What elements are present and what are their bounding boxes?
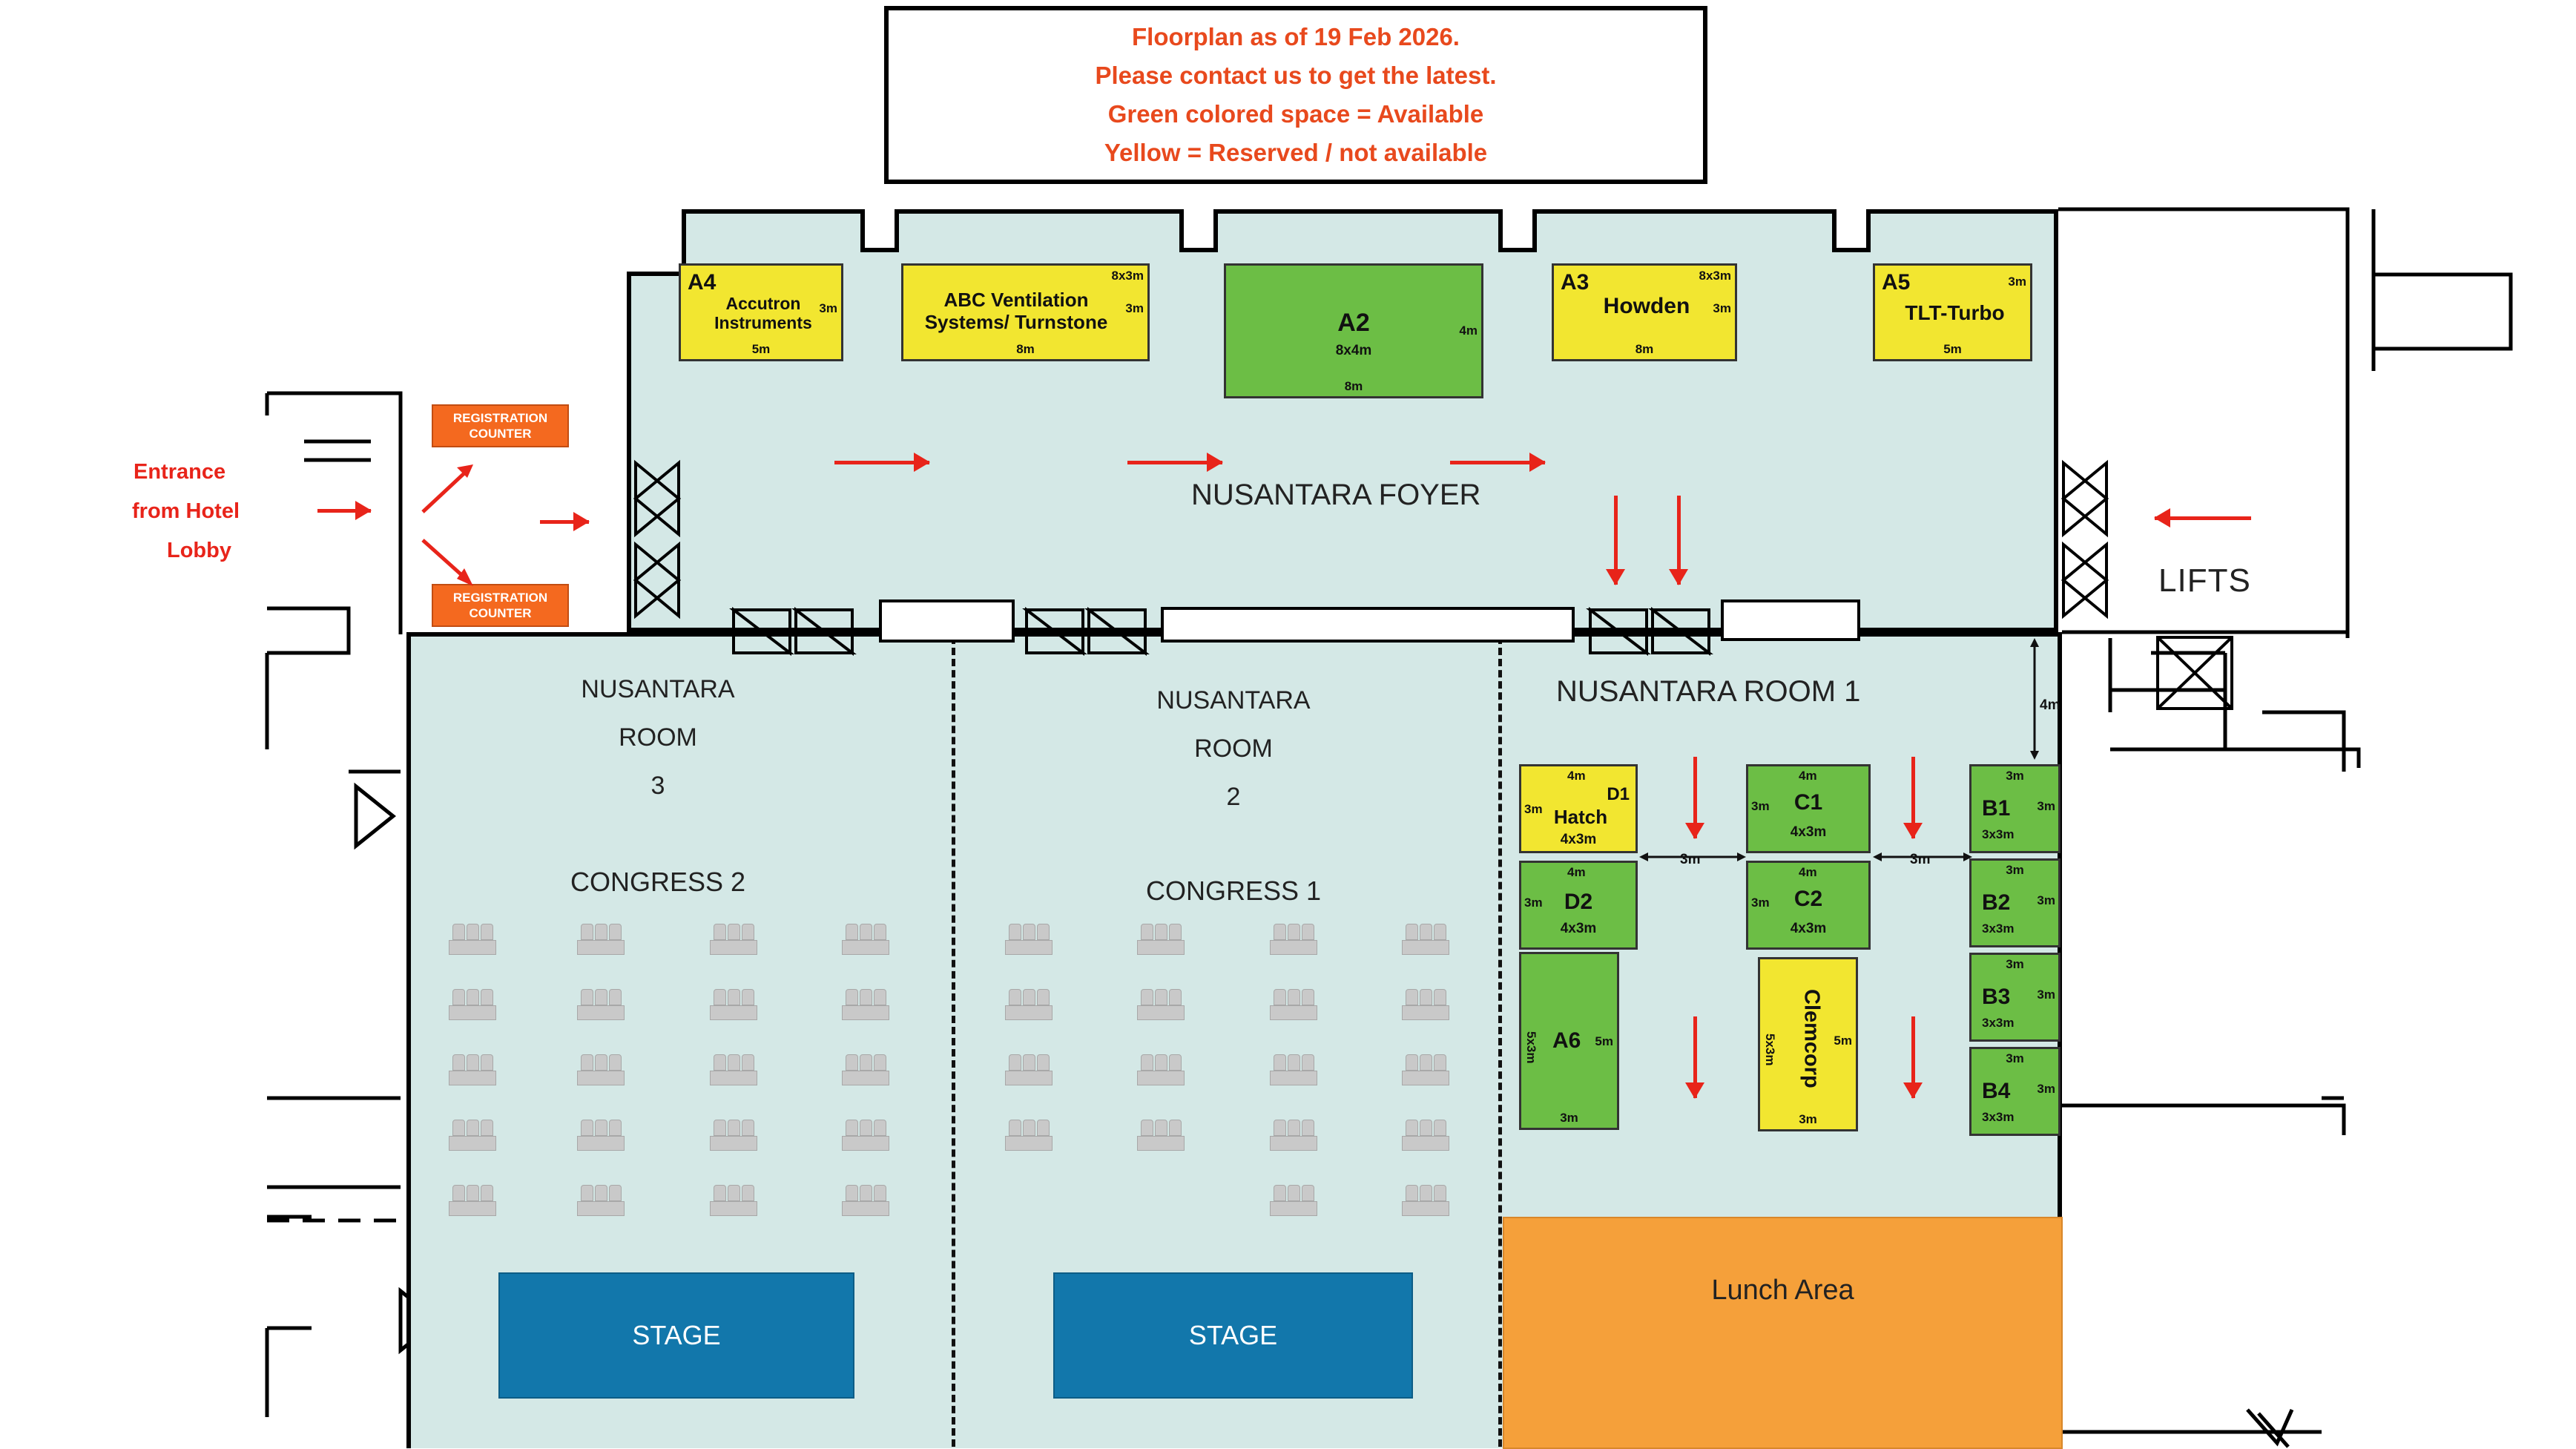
- booth-C2-dim-left: 3m: [1751, 896, 1770, 910]
- booth-B2-dim-center: 3x3m: [1982, 921, 2015, 936]
- booth-B4-code: B4: [1982, 1079, 2011, 1103]
- registration-counter-2-line2: COUNTER: [469, 606, 532, 620]
- booth-B1-dim-top: 3m: [2006, 769, 2024, 783]
- booth-B4[interactable]: [1969, 1047, 2061, 1136]
- booth-A3-dim-bottom: 8m: [1635, 342, 1654, 356]
- booth-A5-dim-bottom: 5m: [1943, 342, 1962, 356]
- door-lift-lobby: [2155, 634, 2236, 716]
- room3-label-line3: 3: [650, 772, 665, 800]
- arrow-down-room1-2: [1903, 757, 1923, 838]
- booth-clemcorp-name: Clemcorp: [1799, 989, 1824, 1088]
- corridor-panel-3: [1721, 599, 1860, 641]
- entrance-label-line1: Entrance: [134, 460, 226, 484]
- booth-abc-dim-top: 8x3m: [1111, 269, 1144, 283]
- booth-D1[interactable]: [1519, 764, 1638, 853]
- booth-A2[interactable]: [1224, 263, 1483, 398]
- booth-D2-dim-center: 4x3m: [1560, 921, 1597, 936]
- entrance-label-line2: from Hotel: [132, 499, 240, 523]
- booth-C2-dim-top: 4m: [1799, 865, 1817, 879]
- door-foyer-right-2: [2062, 542, 2108, 623]
- booth-D1-dim-left: 3m: [1524, 802, 1543, 816]
- room2-label-line2: ROOM: [1194, 735, 1273, 763]
- booth-clemcorp[interactable]: [1758, 957, 1858, 1131]
- booth-B2[interactable]: [1969, 858, 2061, 947]
- booth-A5-name: TLT-Turbo: [1905, 301, 2005, 324]
- room2-label-line1: NUSANTARA: [1156, 686, 1311, 714]
- booth-D2-dim-left: 3m: [1524, 896, 1543, 910]
- arrow-diagonal-down: [415, 533, 482, 592]
- booth-B4-dim-right: 3m: [2037, 1082, 2055, 1096]
- door-foyer-left-2: [634, 542, 680, 623]
- booth-B1-code: B1: [1982, 796, 2011, 821]
- arrow-foyer-1: [834, 453, 929, 472]
- corridor-panel-1: [879, 599, 1015, 643]
- stage-congress-1-label: STAGE: [1188, 1320, 1278, 1350]
- arrow-from-lifts: [2155, 508, 2251, 528]
- stage-congress-2: [498, 1272, 854, 1399]
- arrow-down-foyer-2: [1669, 496, 1688, 585]
- booth-clemcorp-dim-bottom: 3m: [1799, 1112, 1817, 1126]
- booth-abc-dim-right: 3m: [1125, 301, 1144, 315]
- booth-B3-dim-right: 3m: [2037, 988, 2055, 1002]
- lunch-area: [1503, 1217, 2063, 1449]
- booth-A3[interactable]: [1552, 263, 1737, 361]
- foyer-top-notch-1: [860, 209, 899, 252]
- booth-A6-dim-bottom: 3m: [1560, 1111, 1578, 1125]
- booth-C1-code: C1: [1793, 790, 1823, 815]
- arrow-down-foyer-1: [1606, 496, 1625, 585]
- booth-A5[interactable]: [1873, 263, 2032, 361]
- booth-D1-code: D1: [1607, 784, 1630, 804]
- booth-D2[interactable]: [1519, 861, 1638, 950]
- room3-sublabel: CONGRESS 2: [570, 867, 746, 897]
- booth-A3-name: Howden: [1603, 294, 1690, 318]
- room2-label-line3: 2: [1226, 783, 1241, 811]
- door-hall-right-pair: [1587, 607, 1713, 659]
- foyer-top-notch-4: [1832, 209, 1871, 252]
- booth-A6[interactable]: [1519, 952, 1619, 1130]
- door-hall-left-pair: [731, 607, 857, 659]
- door-hall-mid-pair: [1024, 607, 1150, 659]
- booth-C2-code: C2: [1793, 887, 1823, 911]
- booth-C1-dim-center: 4x3m: [1790, 824, 1827, 840]
- foyer-top-notch-3: [1498, 209, 1537, 252]
- booth-B1-dim-center: 3x3m: [1982, 827, 2015, 841]
- booth-B2-dim-top: 3m: [2006, 863, 2024, 877]
- booth-B4-dim-top: 3m: [2006, 1051, 2024, 1065]
- booth-abc-ventilation[interactable]: [901, 263, 1150, 361]
- booth-B2-dim-right: 3m: [2037, 893, 2055, 907]
- arrow-entrance: [317, 501, 371, 520]
- booth-C2-dim-center: 4x3m: [1790, 921, 1827, 936]
- booth-A2-code: A2: [1337, 309, 1370, 337]
- notice-line-4: Yellow = Reserved / not available: [1104, 139, 1488, 166]
- booth-B1-dim-right: 3m: [2037, 799, 2055, 813]
- booth-A6-dim-right: 5m: [1595, 1034, 1613, 1048]
- booth-clemcorp-dim-right: 5m: [1834, 1034, 1852, 1048]
- arrow-entrance-2: [540, 512, 589, 531]
- booth-B3-dim-top: 3m: [2006, 957, 2024, 971]
- arrow-foyer-2: [1127, 453, 1222, 472]
- booth-A4-dim-bottom: 5m: [751, 342, 771, 356]
- booth-B2-code: B2: [1982, 890, 2011, 915]
- booth-B4-dim-center: 3x3m: [1982, 1110, 2015, 1124]
- booth-B3-code: B3: [1982, 985, 2011, 1009]
- registration-counter-2-line1: REGISTRATION: [452, 590, 548, 605]
- booth-D2-dim-top: 4m: [1567, 865, 1586, 879]
- booth-D2-code: D2: [1564, 890, 1593, 914]
- door-foyer-left-1: [634, 460, 680, 542]
- booth-A5-code: A5: [1882, 270, 1911, 295]
- registration-counter-1-line2: COUNTER: [469, 427, 532, 441]
- booth-B3[interactable]: [1969, 953, 2061, 1042]
- booth-A6-dim-left: 5x3m: [1524, 1031, 1538, 1064]
- foyer-top-notch-2: [1179, 209, 1218, 252]
- booth-D1-name: Hatch: [1553, 806, 1608, 828]
- notice-box: [884, 6, 1707, 184]
- booth-A4-dim-right: 3m: [819, 301, 837, 315]
- divider-room3-room2: [952, 637, 955, 1447]
- booth-A2-dim-bottom: 8m: [1344, 379, 1363, 393]
- booth-abc-name: ABC Ventilation Systems/ Turnstone: [924, 289, 1108, 333]
- entrance-label-line3: Lobby: [167, 539, 231, 562]
- corridor-panel-2: [1161, 607, 1575, 643]
- booth-D1-dim-center: 4x3m: [1560, 832, 1597, 847]
- booth-A2-dim-center: 8x4m: [1335, 343, 1372, 358]
- arrow-down-room1-1: [1685, 757, 1704, 838]
- booth-A4[interactable]: [679, 263, 843, 361]
- booth-clemcorp-dim-left: 5x3m: [1763, 1034, 1777, 1066]
- foyer-corner-notch: [627, 209, 686, 276]
- arrow-down-room1-3: [1685, 1016, 1704, 1098]
- booth-C1[interactable]: [1746, 764, 1871, 853]
- registration-counter-1[interactable]: [432, 404, 569, 447]
- booth-C1-dim-top: 4m: [1799, 769, 1817, 783]
- notice-line-2: Please contact us to get the latest.: [1095, 62, 1497, 89]
- door-foyer-right-1: [2062, 460, 2108, 542]
- booth-A2-dim-right: 4m: [1459, 323, 1478, 338]
- registration-counter-1-line1: REGISTRATION: [452, 410, 548, 425]
- room3-label-line1: NUSANTARA: [581, 675, 735, 703]
- room1-height-dim-text: 4m: [2040, 697, 2061, 713]
- booth-A3-dim-top: 8x3m: [1699, 269, 1731, 283]
- lifts-label: LIFTS: [2158, 562, 2251, 599]
- aisle-left-dim-text: 3m: [1680, 852, 1701, 867]
- divider-room2-room1: [1498, 637, 1502, 1447]
- booth-A4-code: A4: [688, 270, 717, 295]
- aisle-right-dim-text: 3m: [1910, 852, 1931, 867]
- booth-A5-dim-right: 3m: [2008, 275, 2026, 289]
- booth-C1-dim-left: 3m: [1751, 799, 1770, 813]
- notice-line-3: Green colored space = Available: [1107, 100, 1484, 128]
- booth-A4-name: Accutron Instruments: [714, 294, 812, 333]
- booth-B1[interactable]: [1969, 764, 2061, 853]
- stage-congress-2-label: STAGE: [632, 1320, 721, 1350]
- booth-A3-code: A3: [1561, 270, 1590, 295]
- stage-congress-1: [1053, 1272, 1413, 1399]
- foyer-label: NUSANTARA FOYER: [1191, 479, 1481, 511]
- booth-B3-dim-center: 3x3m: [1982, 1016, 2015, 1030]
- arrow-diagonal-up: [415, 460, 482, 519]
- arrow-foyer-3: [1450, 453, 1545, 472]
- notice-line-1: Floorplan as of 19 Feb 2026.: [1132, 23, 1460, 50]
- lunch-area-label: Lunch Area: [1711, 1275, 1854, 1306]
- booth-abc-dim-bottom: 8m: [1016, 342, 1035, 356]
- room1-label: NUSANTARA ROOM 1: [1556, 675, 1861, 708]
- booth-C2[interactable]: [1746, 861, 1871, 950]
- booth-D1-dim-top: 4m: [1567, 769, 1586, 783]
- booth-A6-code: A6: [1552, 1028, 1581, 1053]
- room3-label-line2: ROOM: [619, 723, 697, 752]
- room2-sublabel: CONGRESS 1: [1145, 875, 1322, 906]
- booth-A3-dim-right: 3m: [1713, 301, 1731, 315]
- arrow-down-room1-4: [1903, 1016, 1923, 1098]
